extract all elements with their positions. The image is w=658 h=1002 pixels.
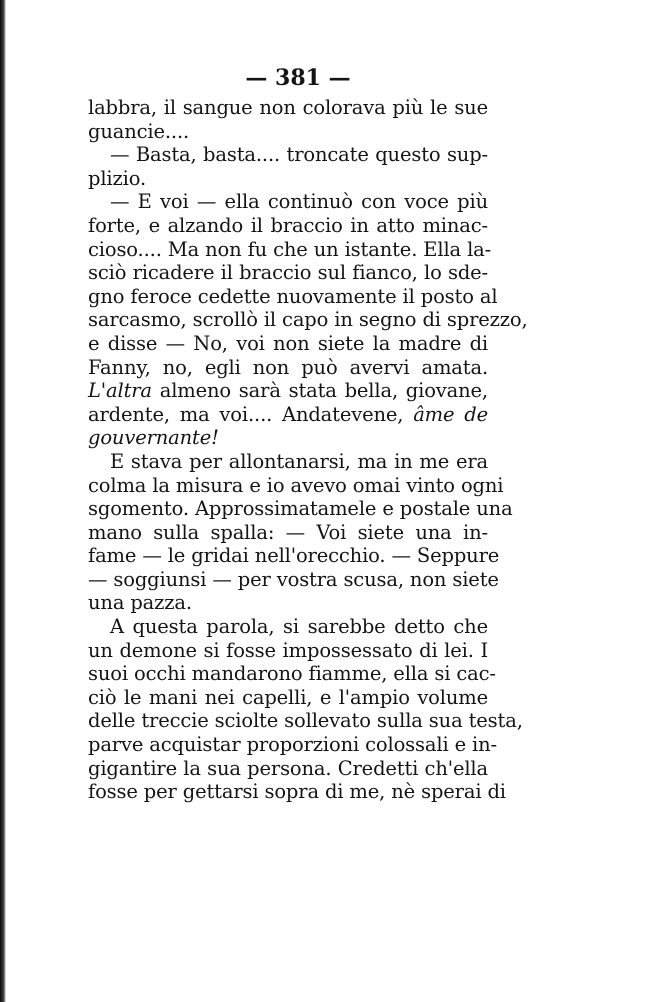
text-line: sgomento. Approssimatamele e postale una [88,497,513,521]
text-line: fame — le gridai nell'orecchio. — Seppure [88,544,500,568]
text-line: un demone si fosse impossessato di lei. I [88,638,488,662]
text-line: fosse per gettarsi sopra di me, nè sperai di [88,780,506,804]
text-line: ciò le mani nei capelli, e l'ampio volume [88,685,488,709]
italic-laltra: L'altra [88,379,152,403]
paragraph-1 [88,96,488,143]
text-line [88,403,488,427]
text-line: suoi occhi mandarono fiamme, ella si cac- [88,662,496,686]
paragraph-2 [88,143,488,190]
text-line: sarcasmo, scrollò il capo in segno di sprezzo, [88,308,528,332]
italic-gouvernante: gouvernante! [88,426,219,450]
paragraph-5 [88,615,523,804]
text-line: A questa parola, si sarebbe detto che [110,615,488,639]
text-line: — soggiunsi — per vostra scusa, non siete [88,567,499,591]
text-fragment: ardente, ma voi.... Andatevene, [88,402,404,426]
text-line: sciò ricadere il braccio sul fianco, lo sde- [88,261,488,285]
text-line: e disse — No, voi non siete la madre di [88,331,488,355]
page-number: — 381 — [245,65,351,91]
page-binding-edge [0,0,6,1002]
text-line: gigantire la sua persona. Credetti ch'ella [88,756,488,780]
text-line: delle treccie sciolte sollevato sulla sua testa, [88,709,523,733]
text-line: mano sulla spalla: — Voi siete una in- [88,520,488,544]
book-page [88,60,528,804]
text-line: guancie.... [88,119,190,143]
text-line: forte, e alzando il braccio in atto minac- [88,213,488,237]
text-line: — E voi — ella continuò con voce più [110,190,488,214]
text-fragment: almeno sarà stata bella, giovane, [159,379,488,403]
text-line: parve acquistar proporzioni colossali e in- [88,733,497,757]
text-line: una pazza. [88,591,192,615]
text-line: labbra, il sangue non colorava più le sue [88,96,488,119]
text-line: — Basta, basta.... troncate questo sup- [110,143,488,167]
italic-ame-de: âme de [413,402,488,426]
text-line: cioso.... Ma non fu che un istante. Ella la- [88,237,492,261]
paragraph-4 [88,449,513,615]
text-line [88,379,488,403]
text-line: plizio. [88,166,147,190]
text-line: colma la misura e io avevo omai vinto ogni [88,473,504,497]
text-line: Fanny, no, egli non può avervi amata. [88,355,488,379]
text-line: E stava per allontanarsi, ma in me era [110,449,488,473]
text-line: gno feroce cedette nuovamente il posto al [88,284,498,308]
paragraph-3 [88,190,528,450]
